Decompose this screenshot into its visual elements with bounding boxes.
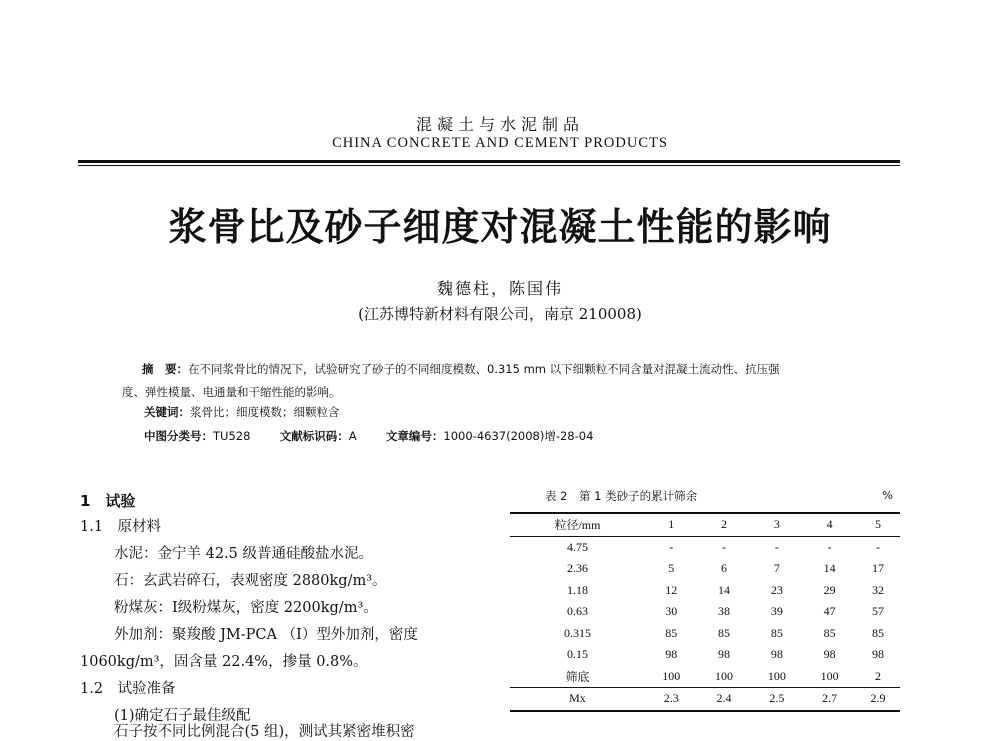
table-row-mx: [510, 688, 900, 711]
clc-value: TU528: [213, 429, 251, 443]
doc-code-value: A: [348, 429, 357, 443]
table-row: [510, 536, 900, 558]
table-cell: 85: [665, 625, 678, 640]
header-rule-thin: [78, 165, 900, 166]
article-no-value: 1000-4637(2008)增-28-04: [443, 429, 594, 443]
table-cell: 98: [823, 647, 836, 662]
abstract: [122, 358, 882, 404]
table-cell: 1.18: [566, 582, 588, 597]
abstract-label: 摘 要：: [142, 362, 188, 376]
material-admixture-a: 外加剂：聚羧酸 JM-PCA （Ⅰ）型外加剂，密度: [114, 627, 418, 643]
table-cell: 98: [718, 647, 731, 662]
table-cell: 100: [767, 668, 786, 683]
table-row: [510, 601, 900, 623]
keywords-text: 浆骨比；细度模数；细颗粒含: [190, 405, 340, 419]
table-cell: 6: [721, 561, 728, 576]
journal-name-en: CHINA CONCRETE AND CEMENT PRODUCTS: [332, 135, 668, 151]
table-cell: -: [669, 539, 674, 554]
header-rule-thick: [78, 160, 900, 163]
table-caption: 表 2 第 1 类砂子的累计筛余: [545, 489, 698, 503]
abstract-text-1: 在不同浆骨比的情况下，试验研究了砂子的不同细度模数、0.315 mm 以下细颗粒不同含量对混凝土流动性、抗压强: [188, 362, 780, 376]
subsection-1-1: 1.1 原材料: [80, 519, 162, 535]
table-cell: 98: [770, 647, 783, 662]
table-cell: 5: [668, 561, 675, 576]
table-cell: 2.5: [769, 691, 785, 706]
table-cell: 98: [871, 647, 884, 662]
table-cell: 2.4: [716, 691, 732, 706]
table-cell: 17: [871, 561, 884, 576]
table-cell: 98: [665, 647, 678, 662]
table-row: [510, 580, 900, 602]
doc-code-label: 文献标识码：: [279, 429, 349, 443]
table-row: [510, 666, 900, 688]
article-authors: 魏德柱，陈国伟: [436, 279, 563, 298]
material-cement: 水泥：金宁羊 42.5 级普通硅酸盐水泥。: [114, 546, 374, 562]
table-cell: Mx: [569, 691, 586, 706]
material-admixture-b: 1060kg/m³，固含量 22.4%，掺量 0.8%。: [80, 654, 368, 670]
table-cell: 32: [871, 582, 884, 597]
clc-label: 中图分类号：: [144, 429, 213, 443]
article-affiliation: (江苏博特新材料有限公司，南京 210008): [358, 305, 642, 323]
header-cell: 1: [668, 517, 675, 532]
table-cell: 23: [770, 582, 783, 597]
table-unit: %: [882, 488, 893, 502]
table-cell: 85: [770, 625, 783, 640]
table-row: [510, 644, 900, 666]
header-cell: 4: [826, 517, 833, 532]
table-cell: 100: [715, 668, 734, 683]
table-cell: 30: [665, 604, 678, 619]
table-cell: 2.7: [822, 691, 838, 706]
subsection-1-2: 1.2 试验准备: [80, 681, 176, 697]
sieve-table: [510, 512, 900, 712]
table-cell: 14: [823, 561, 836, 576]
article-title: 浆骨比及砂子细度对混凝土性能的影响: [168, 205, 832, 249]
table-cell: 0.63: [566, 604, 588, 619]
table-row: [510, 558, 900, 580]
table-cell: 2.3: [663, 691, 679, 706]
prep-step-1: (1)确定石子最佳级配: [114, 708, 251, 724]
article-no-label: 文章编号：: [385, 429, 444, 443]
journal-name-cn: 混凝土与水泥制品: [415, 115, 584, 134]
table-cell: 57: [871, 604, 884, 619]
table-cell: 0.15: [566, 647, 588, 662]
table-cell: 100: [662, 668, 681, 683]
table-cell: 2.36: [566, 561, 588, 576]
section-heading-1: 1 试验: [80, 492, 136, 510]
keywords: [144, 404, 340, 420]
table-cell: 4.75: [566, 539, 588, 554]
table-cell: -: [827, 539, 832, 554]
abstract-text-2: 度、弹性模量、电通量和干缩性能的影响。: [122, 385, 341, 399]
table-cell: -: [722, 539, 727, 554]
table-cell: 85: [823, 625, 836, 640]
table-cell: -: [875, 539, 880, 554]
table-row: [510, 623, 900, 645]
table-cell: 筛底: [565, 669, 590, 684]
table-cell: 0.315: [563, 625, 591, 640]
table-header-row: [510, 513, 900, 536]
table-cell: 2.9: [870, 691, 886, 706]
header-cell: 3: [773, 517, 780, 532]
header-cell: 2: [721, 517, 728, 532]
table-cell: 85: [718, 625, 731, 640]
table-cell: 85: [871, 625, 884, 640]
keywords-label: 关键词：: [144, 405, 190, 419]
abstract-line-1: [122, 358, 882, 381]
material-stone: 石：玄武岩碎石，表观密度 2880kg/m³。: [114, 573, 387, 589]
header-cell: 粒径/mm: [554, 518, 601, 533]
table-cell: 7: [773, 561, 780, 576]
classification-line: [144, 428, 593, 444]
prep-step-1-text: 石子按不同比例混合(5 组)，测试其紧密堆积密: [114, 724, 415, 740]
table-cell: 47: [823, 604, 836, 619]
table-cell: 29: [823, 582, 836, 597]
table-cell: 2: [874, 668, 881, 683]
table-cell: 14: [718, 582, 731, 597]
material-flyash: 粉煤灰：Ⅰ级粉煤灰，密度 2200kg/m³。: [114, 600, 378, 616]
table-cell: 39: [770, 604, 783, 619]
table-cell: 38: [718, 604, 731, 619]
header-cell: 5: [874, 517, 881, 532]
table-cell: 100: [820, 668, 839, 683]
table-cell: 12: [665, 582, 678, 597]
table-cell: -: [774, 539, 779, 554]
